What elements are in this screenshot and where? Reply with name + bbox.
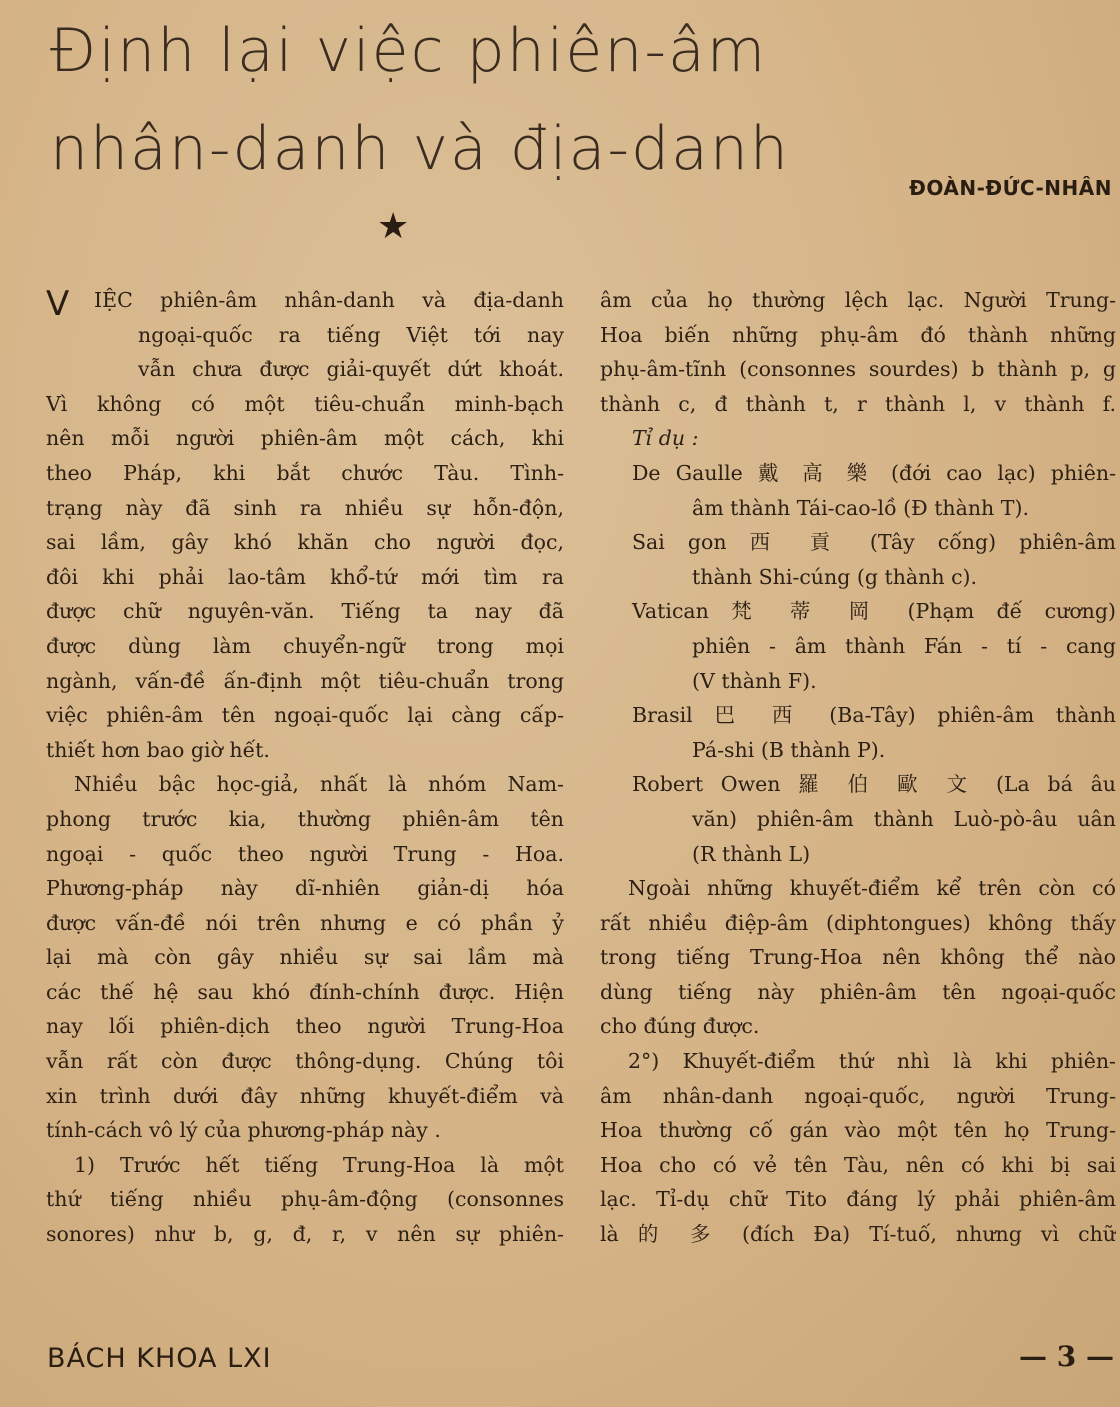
text-line: Phương-pháp này dĩ-nhiên giản-dị hóa xyxy=(46,876,564,901)
text-line: Nhiều bậc học-giả, nhất là nhóm Nam- xyxy=(74,772,564,797)
text-line: ngoại - quốc theo người Trung - Hoa. xyxy=(46,841,564,866)
text-line: Brasil 巴 西 (Ba-Tây) phiên-âm thành xyxy=(632,703,1116,728)
text-line: được chữ nguyên-văn. Tiếng ta nay đã xyxy=(46,599,564,624)
text-line: Tỉ dụ : xyxy=(632,426,699,451)
text-line: Vì không có một tiêu-chuẩn minh-bạch xyxy=(46,391,564,416)
text-line: ngoại-quốc ra tiếng Việt tới nay xyxy=(138,322,564,347)
text-line: âm của họ thường lệch lạc. Người Trung- xyxy=(600,288,1116,312)
text-line: rất nhiều điệp-âm (diphtongues) không thấy xyxy=(600,910,1116,935)
text-line: nay lối phiên-dịch theo người Trung-Hoa xyxy=(46,1014,564,1039)
text-line: vẫn rất còn được thông-dụng. Chúng tôi xyxy=(46,1049,564,1074)
text-line: Robert Owen 羅 伯 歐 文 (La bá âu xyxy=(632,772,1116,797)
text-line: Pá-shi (B thành P). xyxy=(692,737,886,762)
title-line-1: Định lại việc phiên-âm xyxy=(50,16,768,86)
text-line: sonores) như b, g, đ, r, v nên sự phiên- xyxy=(46,1222,564,1247)
text-line: Ngoài những khuyết-điểm kể trên còn có xyxy=(628,876,1116,901)
text-line: 2°) Khuyết-điểm thứ nhì là khi phiên- xyxy=(628,1049,1116,1074)
text-line: dùng tiếng này phiên-âm tên ngoại-quốc xyxy=(600,979,1116,1004)
text-line: Hoa cho có vẻ tên Tàu, nên có khi bị sai xyxy=(600,1152,1116,1177)
left-column xyxy=(46,283,564,1252)
text-line: cho đúng được. xyxy=(600,1014,760,1039)
text-line: IỆC phiên-âm nhân-danh và địa-danh xyxy=(94,288,564,312)
text-line: trạng này đã sinh ra nhiều sự hỗn-độn, xyxy=(46,495,564,520)
page-number: — 3 — xyxy=(1019,1340,1114,1373)
text-line: nên mỗi người phiên-âm một cách, khi xyxy=(46,426,564,451)
text-line: văn) phiên-âm thành Luò-pò-âu uân xyxy=(692,806,1116,831)
text-line: thứ tiếng nhiều phụ-âm-động (consonnes xyxy=(46,1187,564,1212)
text-line: sai lầm, gây khó khăn cho người đọc, xyxy=(46,530,564,555)
text-line: vẫn chưa được giải-quyết dứt khoát. xyxy=(138,357,564,382)
text-line: phong trước kia, thường phiên-âm tên xyxy=(46,806,564,831)
text-line: ngành, vấn-đề ấn-định một tiêu-chuẩn trong xyxy=(46,668,564,693)
text-line: là 的 多 (đích Đa) Tí-tuố, nhưng vì chữ xyxy=(600,1222,1116,1247)
author-byline: ĐOÀN-ĐỨC-NHÂN xyxy=(909,176,1112,200)
drop-cap: V xyxy=(46,284,70,324)
title-line-2: nhân-danh và địa-danh xyxy=(50,114,790,184)
article-title xyxy=(50,2,790,198)
text-line: phiên - âm thành Fán - tí - cang xyxy=(692,633,1116,658)
text-line: đôi khi phải lao-tâm khổ-tứ mới tìm ra xyxy=(46,564,564,589)
text-line: Hoa biến những phụ-âm đó thành những xyxy=(600,322,1116,347)
text-line: thiết hơn bao giờ hết. xyxy=(46,737,270,762)
text-line: các thế hệ sau khó đính-chính được. Hiện xyxy=(46,979,564,1004)
text-line: thành c, đ thành t, r thành l, v thành f. xyxy=(600,391,1116,416)
text-line: âm nhân-danh ngoại-quốc, người Trung- xyxy=(600,1083,1116,1108)
text-line: lại mà còn gây nhiều sự sai lầm mà xyxy=(46,945,564,970)
text-line: (R thành L) xyxy=(692,841,811,866)
text-line: lạc. Tỉ-dụ chữ Tito đáng lý phải phiên-âm xyxy=(600,1187,1116,1212)
text-line: theo Pháp, khi bắt chước Tàu. Tình- xyxy=(46,460,564,485)
text-line: xin trình dưới đây những khuyết-điểm và xyxy=(46,1083,564,1108)
text-line: trong tiếng Trung-Hoa nên không thể nào xyxy=(600,945,1116,970)
text-line: (V thành F). xyxy=(692,668,817,693)
text-line: âm thành Tái-cao-lồ (Đ thành T). xyxy=(692,495,1029,520)
text-line: việc phiên-âm tên ngoại-quốc lại càng cấp- xyxy=(46,703,564,728)
right-column xyxy=(600,283,1116,1252)
text-line: phụ-âm-tĩnh (consonnes sourdes) b thành p, g xyxy=(600,357,1116,382)
star-ornament: ★ xyxy=(377,206,410,247)
text-line: được vấn-đề nói trên nhưng e có phần ỷ xyxy=(46,910,564,935)
text-line: Vatican 梵 蒂 岡 (Phạm đế cương) xyxy=(632,599,1116,624)
text-line: De Gaulle 戴 高 樂 (đới cao lạc) phiên- xyxy=(632,460,1116,485)
text-line: được dùng làm chuyển-ngữ trong mọi xyxy=(46,633,564,658)
text-line: Hoa thường cố gán vào một tên họ Trung- xyxy=(600,1118,1116,1143)
magazine-footer: BÁCH KHOA LXI xyxy=(47,1343,272,1374)
text-line: 1) Trước hết tiếng Trung-Hoa là một xyxy=(74,1152,564,1177)
text-line: Sai gon 西 貢 (Tây cống) phiên-âm xyxy=(632,530,1116,555)
text-line: tính-cách vô lý của phương-pháp này . xyxy=(46,1118,441,1143)
text-line: thành Shi-cúng (g thành c). xyxy=(692,564,978,589)
